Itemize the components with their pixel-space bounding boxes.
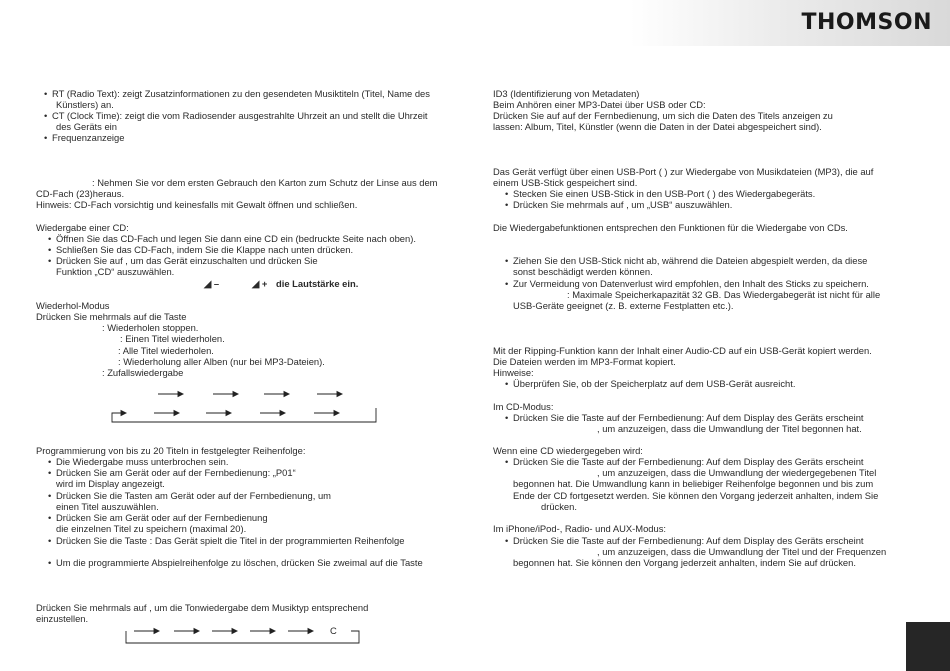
list-item-cont: drücken. xyxy=(541,501,577,512)
list-item: • Ziehen Sie den USB-Stick nicht ab, während die Dateien abgespielt werden, da diese xyxy=(513,255,867,266)
list-item: • Drücken Sie die Tasten am Gerät oder auf der Fernbedienung, um xyxy=(56,490,331,501)
section-title: Wenn eine CD wiedergegeben wird: xyxy=(493,445,643,456)
eq-text: einzustellen. xyxy=(36,613,89,624)
list-item: • Die Wiedergabe muss unterbrochen sein. xyxy=(56,456,229,467)
header-band xyxy=(630,0,950,46)
rip-text: Mit der Ripping-Funktion kann der Inhalt einer Audio-CD auf ein USB-Gerät kopiert werden. xyxy=(493,345,872,356)
page-corner-tab xyxy=(906,622,950,671)
repeat-option: : Zufallswiedergabe xyxy=(102,367,184,378)
repeat-option: : Alle Titel wiederholen. xyxy=(118,345,214,356)
repeat-intro: Drücken Sie mehrmals auf die Taste xyxy=(36,311,187,322)
id3-text: lassen: Album, Titel, Künstler (wenn die Daten in der Datei abgespeichert sind). xyxy=(493,121,822,132)
list-item-cont: wird im Display angezeigt. xyxy=(56,478,165,489)
usb-functions-text: Die Wiedergabefunktionen entsprechen den Funktionen für die Wiedergabe von CDs. xyxy=(493,222,848,233)
usb-text: Das Gerät verfügt über einen USB-Port ( ) zur Wiedergabe von Musikdateien (MP3), die auf xyxy=(493,166,874,177)
usb-text: einem USB-Stick gespeichert sind. xyxy=(493,177,638,188)
list-item: • Schließen Sie das CD-Fach, indem Sie die Klappe nach unten drücken. xyxy=(56,244,353,255)
list-item: • Überprüfen Sie, ob der Speicherplatz auf dem USB-Gerät ausreicht. xyxy=(513,378,795,389)
cd-intro-text: : Nehmen Sie vor dem ersten Gebrauch den Karton zum Schutz der Linse aus dem xyxy=(92,177,438,188)
list-item: • Drücken Sie die Taste auf der Fernbedienung: Auf dem Display des Geräts erscheint xyxy=(513,535,864,546)
list-item: • CT (Clock Time): zeigt die vom Radiosender ausgestrahlte Uhrzeit an und stellt die Uhrzeit xyxy=(52,110,428,121)
list-item: • Zur Vermeidung von Datenverlust wird empfohlen, den Inhalt des Sticks zu speichern. xyxy=(513,278,869,289)
list-item-cont: die einzelnen Titel zu speichern (maximal 20). xyxy=(56,523,247,534)
rip-text: Hinweise: xyxy=(493,367,534,378)
list-item: • Frequenzanzeige xyxy=(52,132,124,143)
list-item-cont: des Geräts ein xyxy=(56,121,117,132)
list-item: • Stecken Sie einen USB-Stick in den USB-Port ( ) des Wiedergabegeräts. xyxy=(513,188,815,199)
list-item: • Drücken Sie die Taste auf der Fernbedienung: Auf dem Display des Geräts erscheint xyxy=(513,412,864,423)
repeat-option: : Wiederholen stoppen. xyxy=(102,322,199,333)
list-item-cont: begonnen hat. Die Umwandlung kann in beliebiger Reihenfolge begonnen und bis zum xyxy=(513,478,874,489)
list-item-cont: einen Titel auszuwählen. xyxy=(56,501,159,512)
list-item-cont: , um anzuzeigen, dass die Umwandlung der wiedergegebenen Titel xyxy=(597,467,877,478)
list-item: • Öffnen Sie das CD-Fach und legen Sie dann eine CD ein (bedruckte Seite nach oben). xyxy=(56,233,416,244)
list-item: • Drücken Sie die Taste : Das Gerät spielt die Titel in der programmierten Reihenfolge xyxy=(56,535,404,546)
list-item: • Drücken Sie mehrmals auf , um „USB“ auszuwählen. xyxy=(513,199,732,210)
cd-intro-text: CD-Fach (23)heraus. xyxy=(36,188,125,199)
list-item: • Drücken Sie am Gerät oder auf der Fernbedienung xyxy=(56,512,268,523)
list-item: • Drücken Sie am Gerät oder auf der Fernbedienung: „P01“ xyxy=(56,467,296,478)
list-item: • RT (Radio Text): zeigt Zusatzinformationen zu den gesendeten Musiktiteln (Titel, Name des xyxy=(52,88,430,99)
eq-text: Drücken Sie mehrmals auf , um die Tonwiedergabe dem Musiktyp entsprechend xyxy=(36,602,369,613)
list-item: • Drücken Sie die Taste auf der Fernbedienung: Auf dem Display des Geräts erscheint xyxy=(513,456,864,467)
list-item: • Um die programmierte Abspielreihenfolge zu löschen, drücken Sie zweimal auf die Taste xyxy=(56,557,423,568)
section-title: ID3 (Identifizierung von Metadaten) xyxy=(493,88,640,99)
section-title: Wiedergabe einer CD: xyxy=(36,222,129,233)
list-item-cont: Ende der CD fortgesetzt werden. Sie können den Vorgang jederzeit anhalten, indem Sie xyxy=(513,490,879,501)
id3-text: Beim Anhören einer MP3-Datei über USB oder CD: xyxy=(493,99,706,110)
list-item: • Drücken Sie auf , um das Gerät einzuschalten und drücken Sie xyxy=(56,255,318,266)
thomson-logo: THOMSON xyxy=(801,10,932,35)
list-item-cont: sonst beschädigt werden können. xyxy=(513,266,653,277)
list-item-cont: Künstlers) an. xyxy=(56,99,114,110)
section-title: Im iPhone/iPod-, Radio- und AUX-Modus: xyxy=(493,523,667,534)
list-item-cont: , um anzuzeigen, dass die Umwandlung der Titel und der Frequenzen xyxy=(597,546,887,557)
volume-plus-icon: ◢ + xyxy=(252,278,268,289)
cd-hint-text: Hinweis: CD-Fach vorsichtig und keinesfalls mit Gewalt öffnen und schließen. xyxy=(36,199,358,210)
section-title: Wiederhol-Modus xyxy=(36,300,110,311)
list-item-cont: Funktion „CD“ auszuwählen. xyxy=(56,266,175,277)
list-item-cont: begonnen hat. Sie können den Vorgang jederzeit anhalten, indem Sie auf drücken. xyxy=(513,557,856,568)
section-title: Programmierung von bis zu 20 Titeln in festgelegter Reihenfolge: xyxy=(36,445,306,456)
volume-text: die Lautstärke ein. xyxy=(276,278,359,289)
list-item-cont: , um anzuzeigen, dass die Umwandlung der Titel begonnen hat. xyxy=(597,423,862,434)
repeat-option: : Wiederholung aller Alben (nur bei MP3-Dateien). xyxy=(118,356,325,367)
section-title: Im CD-Modus: xyxy=(493,401,554,412)
eq-cycle-label: C xyxy=(330,625,337,636)
rip-text: Die Dateien werden im MP3-Format kopiert. xyxy=(493,356,676,367)
volume-minus-icon: ◢ – xyxy=(204,278,220,289)
list-item-cont: : Maximale Speicherkapazität 32 GB. Das Wiedergabegerät ist nicht für alle xyxy=(567,289,881,300)
id3-text: Drücken Sie auf auf der Fernbedienung, um sich die Daten des Titels anzeigen zu xyxy=(493,110,833,121)
repeat-option: : Einen Titel wiederholen. xyxy=(120,333,225,344)
list-item-cont: USB-Geräte geeignet (z. B. externe Festplatten etc.). xyxy=(513,300,734,311)
